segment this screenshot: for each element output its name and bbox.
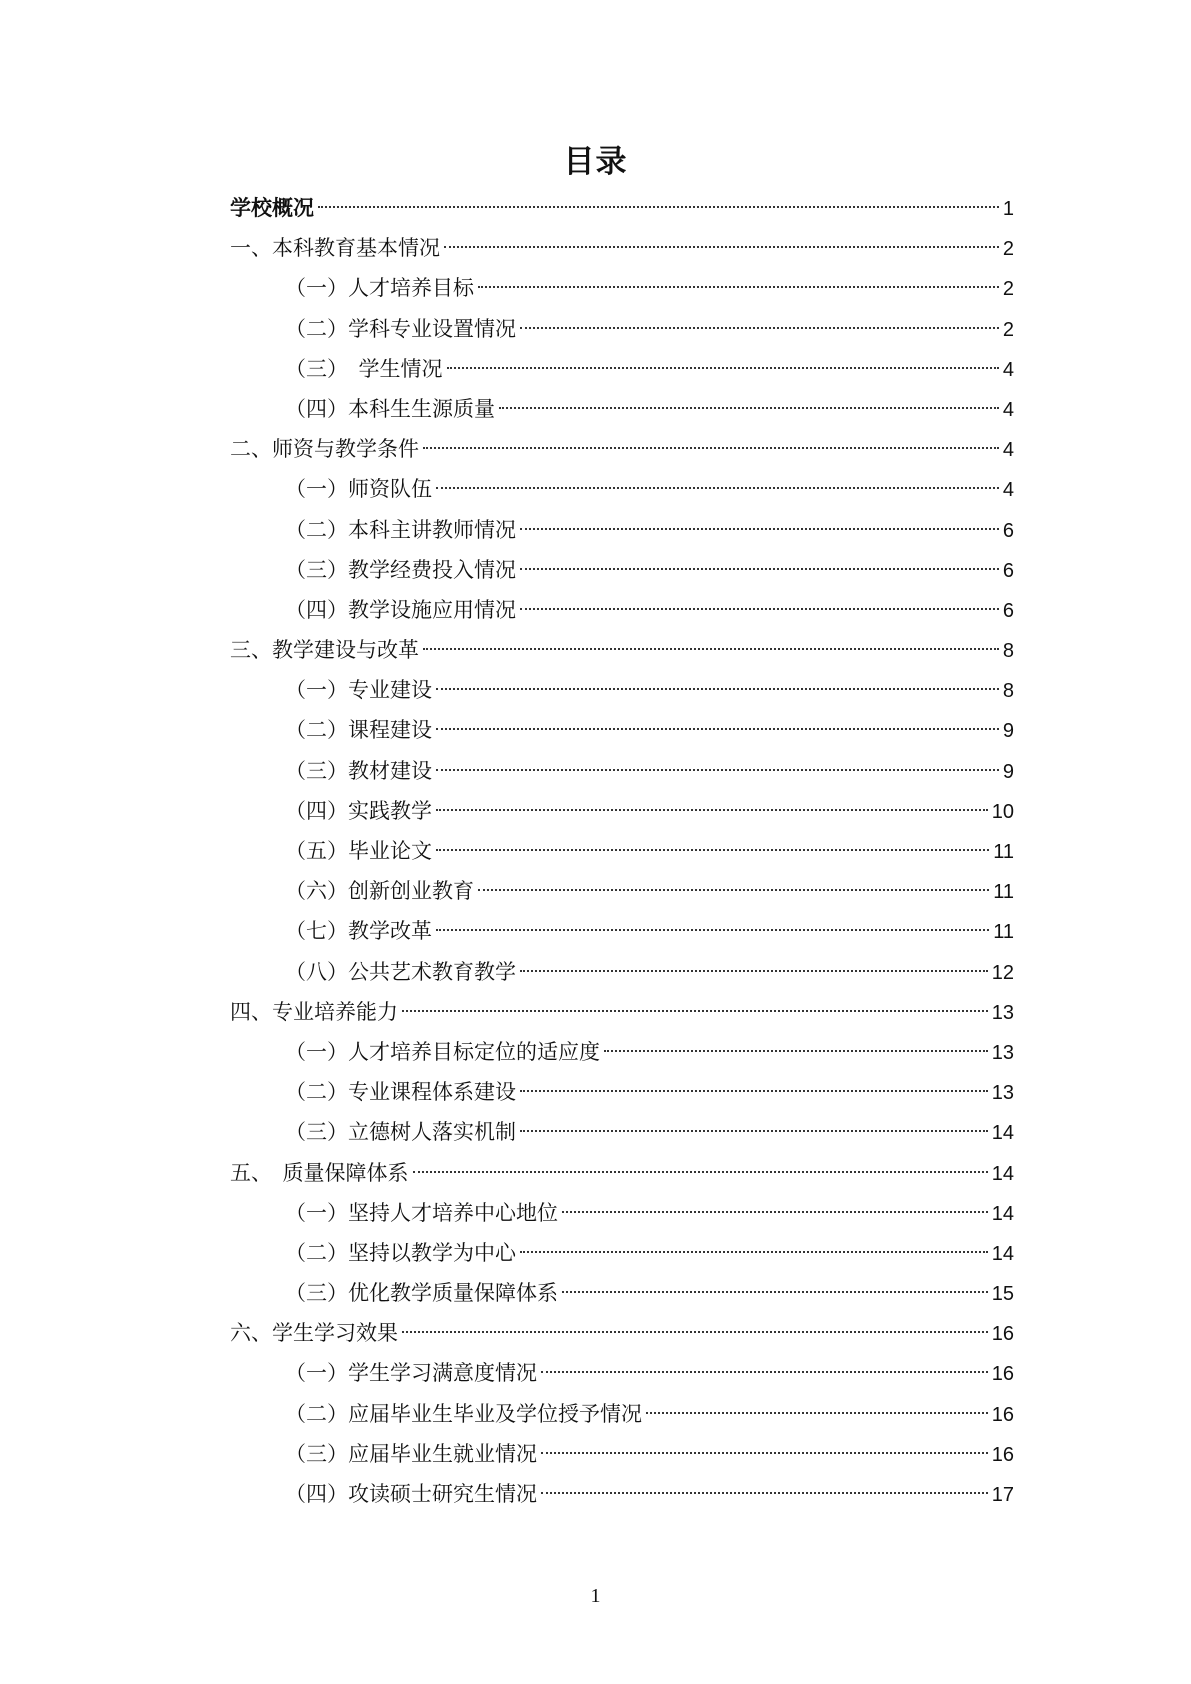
toc-entry-page: 2	[1002, 278, 1014, 301]
toc-entry[interactable]	[230, 751, 1014, 791]
toc-entry-label: （二）应届毕业生毕业及学位授予情况	[285, 1401, 642, 1426]
toc-entry-label: 三、教学建设与改革	[230, 638, 419, 663]
toc-entry-label: （四）教学设施应用情况	[285, 597, 516, 622]
toc-entry-label: 学校概况	[230, 196, 314, 220]
toc-entry-label: 四、专业培养能力	[230, 999, 398, 1024]
toc-dot-leader	[499, 407, 999, 409]
toc-dot-leader	[562, 1291, 988, 1293]
toc-dot-leader	[604, 1050, 988, 1052]
table-of-contents	[230, 188, 1014, 1514]
toc-entry-label: （一）师资队伍	[285, 477, 432, 502]
toc-dot-leader	[520, 1090, 988, 1092]
page-number: 1	[590, 1585, 601, 1607]
toc-dot-leader	[318, 206, 999, 208]
toc-entry-label: 一、本科教育基本情况	[230, 236, 440, 261]
toc-entry[interactable]	[230, 469, 1014, 509]
toc-entry-label: （二）学科专业设置情况	[285, 316, 516, 341]
toc-entry-page: 9	[1002, 720, 1014, 743]
toc-entry-page: 16	[991, 1323, 1014, 1346]
page-title: 目录	[563, 144, 628, 180]
toc-entry[interactable]	[230, 911, 1014, 951]
toc-entry-page: 4	[1002, 358, 1014, 381]
toc-entry-label: （二）课程建设	[285, 718, 432, 743]
toc-entry-page: 17	[991, 1484, 1014, 1506]
toc-entry-label: （三）立德树人落实机制	[285, 1120, 516, 1145]
toc-dot-leader	[436, 849, 989, 851]
toc-entry[interactable]	[230, 871, 1014, 911]
toc-entry-label: （四）攻读硕士研究生情况	[285, 1482, 537, 1506]
toc-entry[interactable]	[230, 1193, 1014, 1233]
toc-entry-page: 14	[991, 1162, 1014, 1185]
toc-entry[interactable]	[230, 992, 1014, 1032]
toc-entry-page: 14	[991, 1202, 1014, 1225]
toc-entry-label: （二）专业课程体系建设	[285, 1080, 516, 1105]
toc-entry-page: 4	[1002, 439, 1014, 462]
toc-entry-label: （八）公共艺术教育教学	[285, 959, 516, 984]
toc-entry-page: 13	[991, 1082, 1014, 1105]
toc-dot-leader	[423, 447, 999, 449]
toc-dot-leader	[436, 688, 999, 690]
toc-entry-label: （一）学生学习满意度情况	[285, 1361, 537, 1386]
toc-entry[interactable]	[230, 630, 1014, 670]
toc-entry-page: 11	[993, 881, 1014, 904]
toc-entry-page: 11	[993, 921, 1014, 944]
toc-dot-leader	[541, 1492, 988, 1494]
toc-entry-label: （三）教学经费投入情况	[285, 557, 516, 582]
toc-entry[interactable]	[230, 1353, 1014, 1393]
toc-entry[interactable]	[230, 1394, 1014, 1434]
toc-entry-page: 11	[993, 841, 1014, 863]
toc-entry[interactable]	[230, 670, 1014, 710]
toc-dot-leader	[520, 528, 999, 530]
toc-dot-leader	[478, 286, 999, 288]
toc-entry-page: 9	[1002, 760, 1014, 783]
toc-entry-label: （五）毕业论文	[285, 839, 432, 863]
toc-entry[interactable]	[230, 188, 1014, 228]
toc-dot-leader	[436, 728, 999, 730]
toc-dot-leader	[436, 769, 999, 771]
toc-dot-leader	[402, 1010, 988, 1012]
toc-entry-label: （四）实践教学	[285, 798, 432, 823]
toc-entry[interactable]	[230, 952, 1014, 992]
toc-entry-label: （三）优化教学质量保障体系	[285, 1281, 558, 1306]
toc-entry-label: （一）人才培养目标定位的适应度	[285, 1039, 600, 1064]
toc-dot-leader	[541, 1452, 988, 1454]
toc-entry-page: 16	[991, 1403, 1014, 1426]
toc-entry-page: 8	[1002, 680, 1014, 703]
toc-entry-label: （七）教学改革	[285, 919, 432, 944]
toc-entry[interactable]	[230, 1434, 1014, 1474]
toc-dot-leader	[646, 1412, 988, 1414]
toc-dot-leader	[436, 809, 988, 811]
toc-entry-page: 4	[1002, 398, 1014, 421]
toc-entry-label: （一）坚持人才培养中心地位	[285, 1200, 558, 1225]
toc-dot-leader	[520, 568, 999, 570]
toc-dot-leader	[413, 1171, 988, 1173]
toc-entry-label: （三）应届毕业生就业情况	[285, 1441, 537, 1466]
toc-entry-page: 1	[1002, 198, 1014, 220]
toc-entry[interactable]	[230, 268, 1014, 308]
toc-entry-page: 4	[1002, 479, 1014, 502]
toc-entry[interactable]	[230, 1072, 1014, 1112]
toc-dot-leader	[520, 1251, 988, 1253]
toc-entry-page: 6	[1002, 559, 1014, 582]
toc-dot-leader	[436, 487, 999, 489]
toc-entry-label: （四）本科生生源质量	[285, 396, 495, 421]
toc-entry-page: 16	[991, 1443, 1014, 1466]
toc-entry-page: 6	[1002, 519, 1014, 542]
toc-dot-leader	[447, 367, 999, 369]
toc-entry-page: 2	[1002, 318, 1014, 341]
toc-entry[interactable]	[230, 228, 1014, 268]
toc-entry-page: 13	[991, 1001, 1014, 1024]
toc-entry[interactable]	[230, 590, 1014, 630]
toc-entry-page: 8	[1002, 640, 1014, 663]
toc-entry[interactable]	[230, 1032, 1014, 1072]
toc-entry-page: 14	[991, 1122, 1014, 1145]
toc-dot-leader	[402, 1331, 988, 1333]
toc-entry-page: 13	[991, 1041, 1014, 1064]
toc-entry-label: （一）专业建设	[285, 678, 432, 703]
toc-dot-leader	[478, 889, 989, 891]
toc-entry[interactable]	[230, 1273, 1014, 1313]
toc-entry-page: 2	[1002, 238, 1014, 261]
toc-dot-leader	[444, 246, 999, 248]
toc-entry[interactable]	[230, 510, 1014, 550]
toc-dot-leader	[520, 970, 988, 972]
toc-entry[interactable]	[230, 429, 1014, 469]
toc-dot-leader	[520, 608, 999, 610]
toc-entry-label: （三）教材建设	[285, 758, 432, 783]
toc-entry-page: 16	[991, 1363, 1014, 1386]
toc-entry[interactable]	[230, 349, 1014, 389]
toc-entry[interactable]	[230, 791, 1014, 831]
toc-entry[interactable]	[230, 1153, 1014, 1193]
toc-dot-leader	[436, 929, 989, 931]
toc-entry-page: 14	[991, 1242, 1014, 1265]
toc-entry-label: 六、学生学习效果	[230, 1321, 398, 1346]
toc-entry-page: 12	[991, 961, 1014, 984]
toc-entry-label: （三） 学生情况	[285, 356, 443, 381]
toc-entry[interactable]	[230, 831, 1014, 871]
toc-entry-label: （二）坚持以教学为中心	[285, 1240, 516, 1265]
toc-dot-leader	[520, 327, 999, 329]
toc-dot-leader	[520, 1130, 988, 1132]
toc-entry-label: （六）创新创业教育	[285, 879, 474, 904]
toc-entry[interactable]	[230, 1233, 1014, 1273]
toc-entry-page: 15	[991, 1283, 1014, 1306]
toc-entry[interactable]	[230, 309, 1014, 349]
toc-dot-leader	[423, 648, 999, 650]
toc-entry[interactable]	[230, 1474, 1014, 1514]
toc-entry-label: （二）本科主讲教师情况	[285, 517, 516, 542]
toc-entry[interactable]	[230, 550, 1014, 590]
toc-entry-page: 10	[991, 800, 1014, 823]
toc-dot-leader	[562, 1211, 988, 1213]
toc-entry[interactable]	[230, 389, 1014, 429]
toc-entry[interactable]	[230, 1313, 1014, 1353]
toc-entry-label: 五、 质量保障体系	[230, 1160, 409, 1185]
toc-entry[interactable]	[230, 1112, 1014, 1152]
toc-entry-label: 二、师资与教学条件	[230, 437, 419, 462]
toc-dot-leader	[541, 1371, 988, 1373]
toc-entry-page: 6	[1002, 599, 1014, 622]
toc-entry-label: （一）人才培养目标	[285, 276, 474, 301]
toc-entry[interactable]	[230, 710, 1014, 750]
